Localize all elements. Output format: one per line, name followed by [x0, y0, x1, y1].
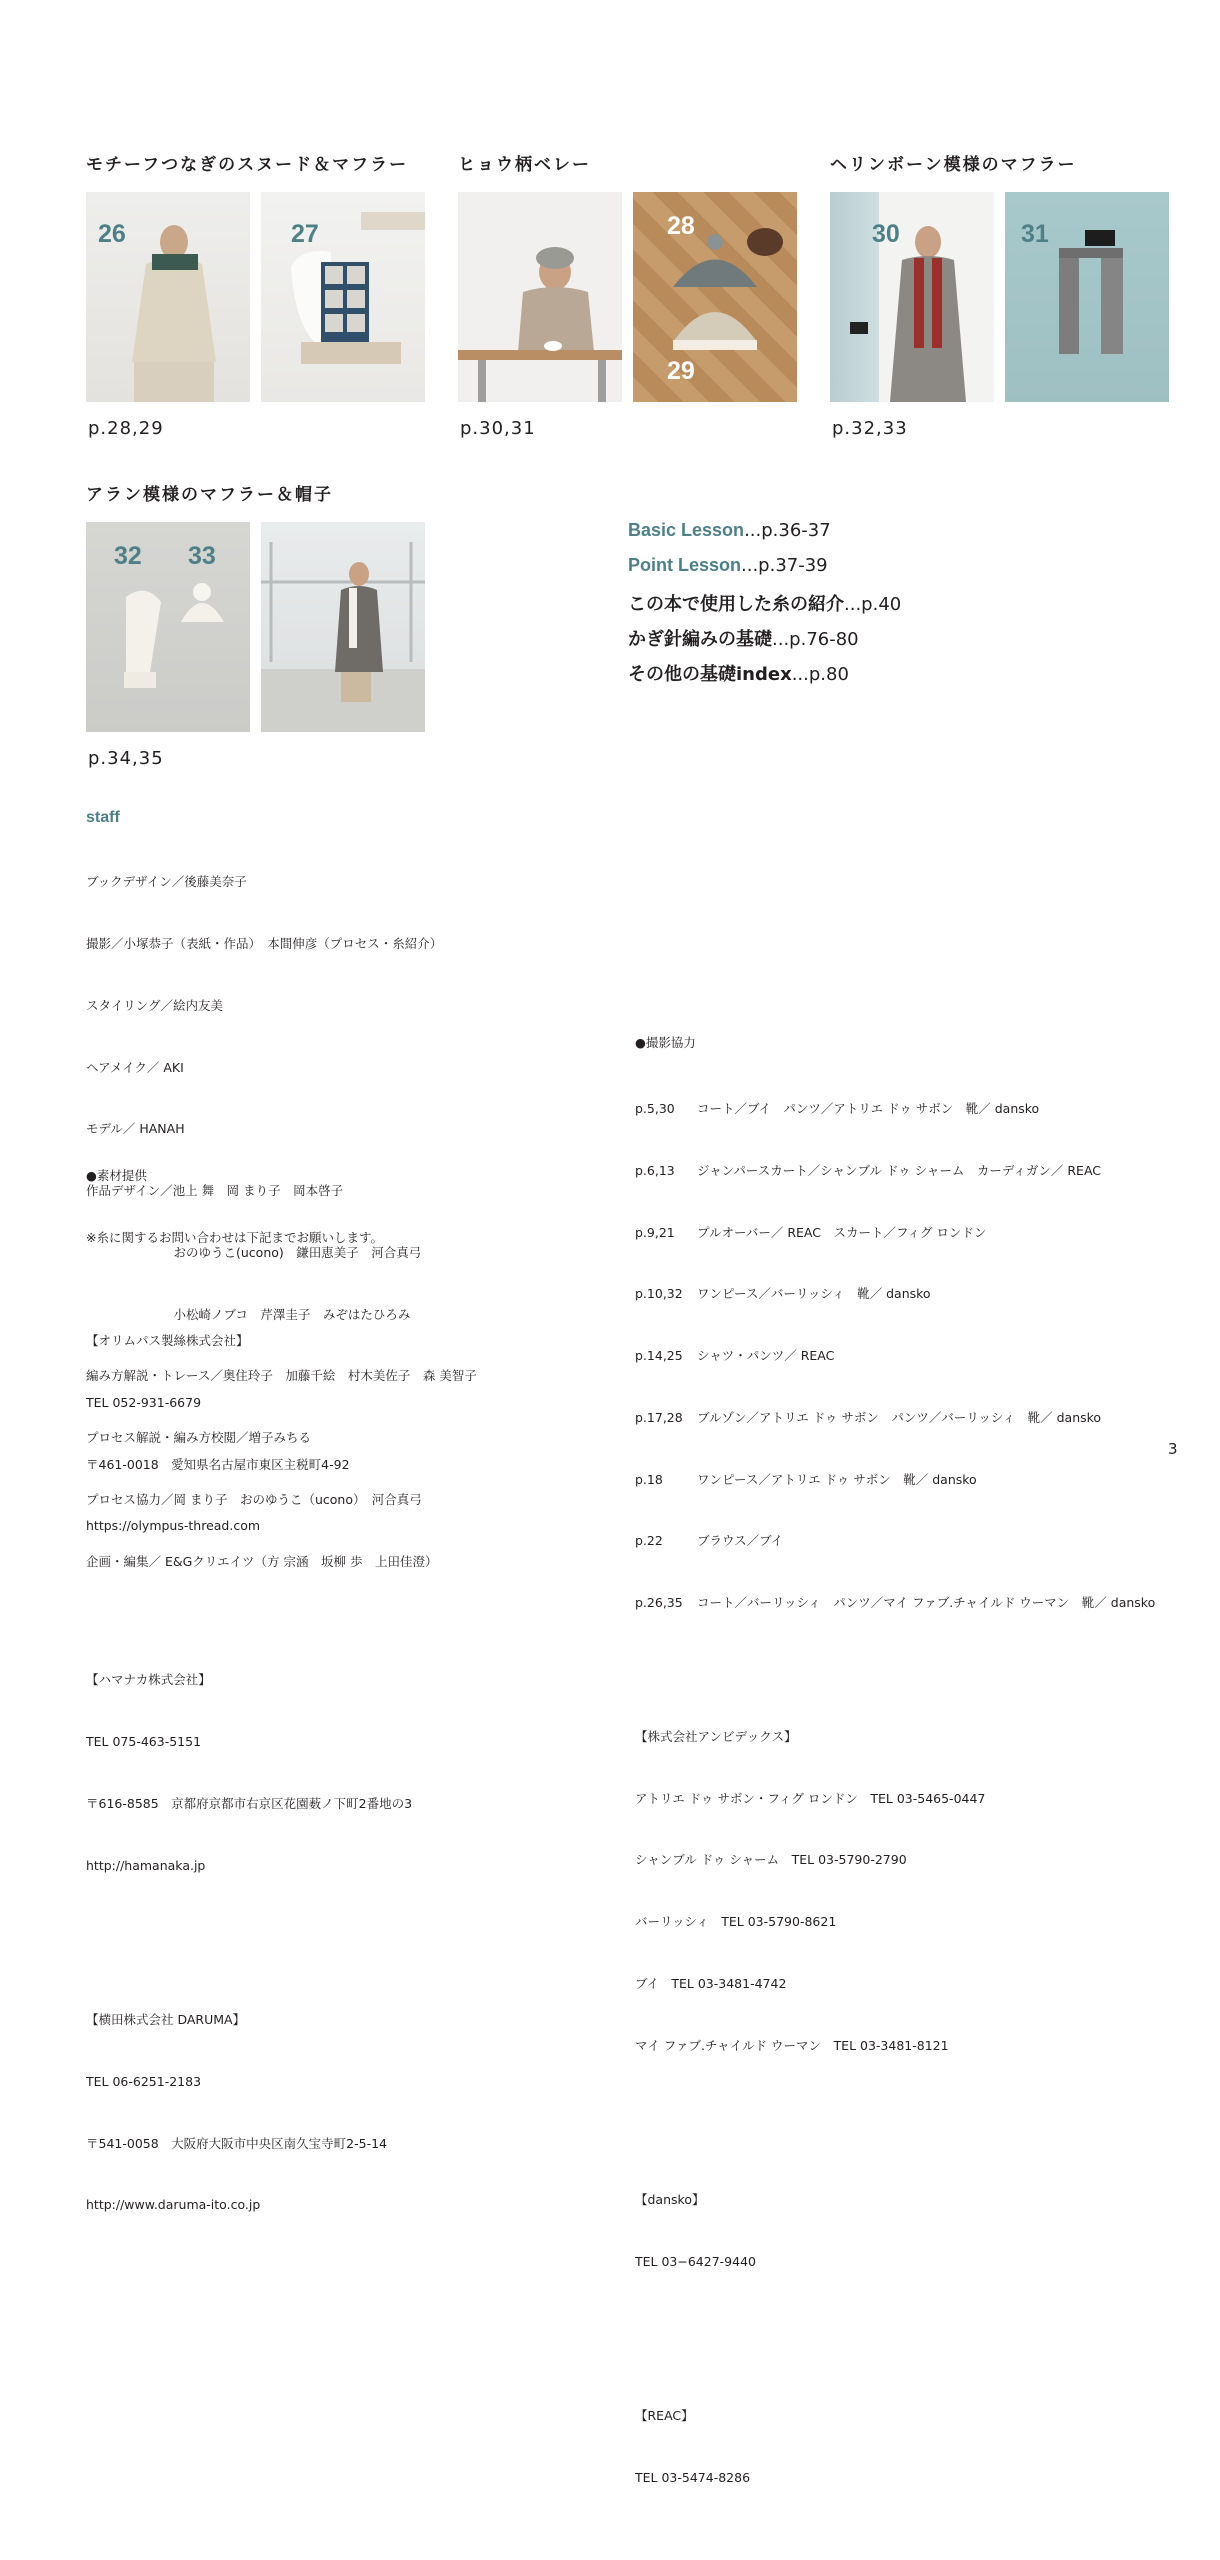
lesson-label: Basic Lesson [628, 520, 745, 540]
lesson-page: ...p.76-80 [772, 629, 859, 650]
company-url: http://www.daruma-ito.co.jp [86, 2197, 261, 2213]
page-number: 3 [1168, 1440, 1178, 1458]
contact-name: 【dansko】 [635, 2191, 705, 2207]
credit-row [635, 1593, 1155, 1614]
lesson-label: Point Lesson [628, 555, 742, 575]
page-ref: p.30,31 [460, 418, 536, 439]
photo-30 [830, 192, 994, 402]
page-ref: p.28,29 [88, 418, 164, 439]
section-title-aran-muffler-hat: アラン模様のマフラー＆帽子 [86, 485, 333, 505]
credit-row [635, 1470, 1155, 1491]
credit-page: p.9,21 [635, 1224, 675, 1240]
credit-page: p.6,13 [635, 1162, 675, 1178]
page-ref: p.32,33 [832, 418, 908, 439]
credit-page: p.22 [635, 1533, 663, 1549]
credit-text: ワンピース／アトリエ ドゥ サボン 靴／ dansko [697, 1471, 977, 1487]
lesson-crochet [628, 625, 859, 651]
contact-reac [635, 2365, 1155, 2530]
credit-row [635, 1408, 1155, 1429]
staff-line: ブックデザイン／後藤美奈子 [86, 874, 247, 890]
company-hamanaka [86, 1629, 412, 1917]
staff-line: モデル／ HANAH [86, 1121, 185, 1137]
credit-text: シャツ・パンツ／ REAC [697, 1348, 835, 1364]
photo-credits-title: ●撮影協力 [635, 1035, 696, 1051]
lesson-yarn [628, 590, 901, 616]
section-title-motif-snood: モチーフつなぎのスヌード＆マフラー [86, 155, 409, 175]
credit-page: p.18 [635, 1471, 663, 1487]
company-line: 〒616-8585 京都府京都市右京区花園薮ノ下町2番地の3 [86, 1796, 413, 1811]
credit-row [635, 1099, 1155, 1120]
photo-26 [86, 192, 250, 402]
company-url: https://olympus-thread.com [86, 1518, 261, 1534]
company-name: 【ハマナカ株式会社】 [86, 1672, 211, 1688]
page-ref: p.34,35 [88, 748, 164, 769]
item-number: 27 [291, 220, 319, 248]
staff-line: ヘアメイク／ AKI [86, 1059, 184, 1075]
credit-page: p.5,30 [635, 1100, 675, 1116]
credit-row [635, 1161, 1155, 1182]
company-name: 【オリムパス製絲株式会社】 [86, 1332, 249, 1348]
staff-line: プロセス協力／岡 まり子 おのゆうこ（ucono） 河合真弓 [86, 1492, 422, 1507]
lesson-basic [628, 520, 831, 541]
credit-text: ワンピース／バーリッシィ 靴／ dansko [697, 1286, 931, 1302]
staff-line: プロセス解説・編み方校閲／増子みちる [86, 1430, 312, 1446]
contact-ambidex [635, 1686, 1155, 2098]
credit-page: p.17,28 [635, 1409, 683, 1425]
materials-title: ●素材提供 [86, 1168, 147, 1184]
photo-credits-block [635, 992, 1155, 2560]
company-line: TEL 075-463-5151 [86, 1734, 202, 1750]
item-number: 29 [667, 357, 695, 385]
staff-line: スタイリング／絵内友美 [86, 997, 224, 1013]
item-number: 28 [667, 212, 695, 240]
item-number: 31 [1021, 220, 1049, 248]
credit-page: p.14,25 [635, 1348, 683, 1364]
materials-block [86, 1125, 412, 2288]
lesson-index [628, 660, 849, 686]
contact-line: TEL 03−6427-9440 [635, 2253, 756, 2269]
section-title-leopard-beret: ヒョウ柄ベレー [458, 155, 591, 175]
staff-line: 編み方解説・トレース／奥住玲子 加藤千絵 村木美佐子 森 美智子 [86, 1368, 477, 1384]
company-olympus [86, 1290, 412, 1578]
contact-name: 【REAC】 [635, 2407, 694, 2423]
section-title-herringbone-muffler: ヘリンボーン模様のマフラー [830, 155, 1077, 175]
credit-text: ブルゾン／アトリエ ドゥ サボン パンツ／バーリッシィ 靴／ dansko [697, 1409, 1102, 1425]
item-number: 30 [872, 220, 900, 248]
contact-name: 【株式会社アンビデックス】 [635, 1728, 797, 1744]
credit-page: p.10,32 [635, 1286, 683, 1302]
lesson-page: ...p.37-39 [741, 555, 828, 576]
item-number: 33 [188, 542, 216, 570]
contact-line: アトリエ ドゥ サボン・フィグ ロンドン TEL 03-5465-0447 [635, 1790, 986, 1806]
photo-28-29-flatlay [633, 192, 797, 402]
lesson-point [628, 555, 828, 576]
credit-text: プルオーバー／ REAC スカート／フィグ ロンドン [697, 1224, 987, 1240]
materials-note: ※糸に関するお問い合わせは下記までお願いします。 [86, 1229, 383, 1245]
company-line: TEL 06-6251-2183 [86, 2073, 202, 2089]
photo-27 [261, 192, 425, 402]
company-line: TEL 052-931-6679 [86, 1394, 202, 1410]
contact-line: バーリッシィ TEL 03-5790-8621 [635, 1914, 837, 1930]
company-line: 〒461-0018 愛知県名古屋市東区主税町4-92 [86, 1456, 350, 1472]
company-daruma [86, 1969, 412, 2257]
credit-row [635, 1223, 1155, 1244]
contact-line: TEL 03-5474-8286 [635, 2469, 751, 2485]
staff-line: 撮影／小塚恭子（表紙・作品） 本間伸彦（プロセス・糸紹介） [86, 935, 443, 951]
contact-dansko [635, 2149, 1155, 2314]
staff-title: staff [86, 809, 120, 826]
company-line: 〒541-0058 大阪府大阪市中央区南久宝寺町2-5-14 [86, 2135, 388, 2151]
lesson-page: ...p.36-37 [744, 520, 831, 541]
credit-row [635, 1284, 1155, 1305]
contact-line: シャンブル ドゥ シャーム TEL 03-5790-2790 [635, 1852, 907, 1868]
photo-aran-model [261, 522, 425, 732]
staff-line: おのゆうこ(ucono) 鎌田恵美子 河合真弓 [86, 1244, 422, 1260]
staff-line: 作品デザイン／池上 舞 岡 まり子 岡本啓子 [86, 1183, 344, 1199]
lesson-page: ...p.40 [844, 594, 902, 615]
item-number: 32 [114, 542, 142, 570]
credit-text: コート／バーリッシィ パンツ／マイ ファブ.チャイルド ウーマン 靴／ dansko [697, 1595, 1156, 1611]
staff-line: 企画・編集／ E&Gクリエイツ（方 宗涵 坂柳 歩 上田佳澄） [86, 1553, 438, 1569]
credit-row [635, 1346, 1155, 1367]
item-number: 26 [98, 220, 126, 248]
contact-line: マイ ファブ.チャイルド ウーマン TEL 03-3481-8121 [635, 2037, 949, 2053]
credit-text: コート／ブイ パンツ／アトリエ ドゥ サボン 靴／ dansko [697, 1100, 1040, 1116]
photo-31 [1005, 192, 1169, 402]
staff-line: 小松崎ノブコ 芹澤圭子 みぞはたひろみ [86, 1306, 411, 1322]
credit-text: ブラウス／ブイ [697, 1533, 784, 1549]
company-url: http://hamanaka.jp [86, 1857, 206, 1873]
credit-row [635, 1531, 1155, 1552]
lesson-page: ...p.80 [791, 664, 849, 685]
contact-line: ブイ TEL 03-3481-4742 [635, 1975, 787, 1991]
credit-page: p.26,35 [635, 1595, 683, 1611]
credit-text: ジャンパースカート／シャンブル ドゥ シャーム カーディガン／ REAC [697, 1162, 1102, 1178]
lesson-label: この本で使用した糸の紹介 [628, 594, 844, 615]
photo-32-33 [86, 522, 250, 732]
photo-28-model [458, 192, 622, 402]
lesson-label: その他の基礎index [628, 664, 792, 685]
lesson-label: かぎ針編みの基礎 [628, 629, 772, 650]
company-name: 【横田株式会社 DARUMA】 [86, 2011, 246, 2027]
